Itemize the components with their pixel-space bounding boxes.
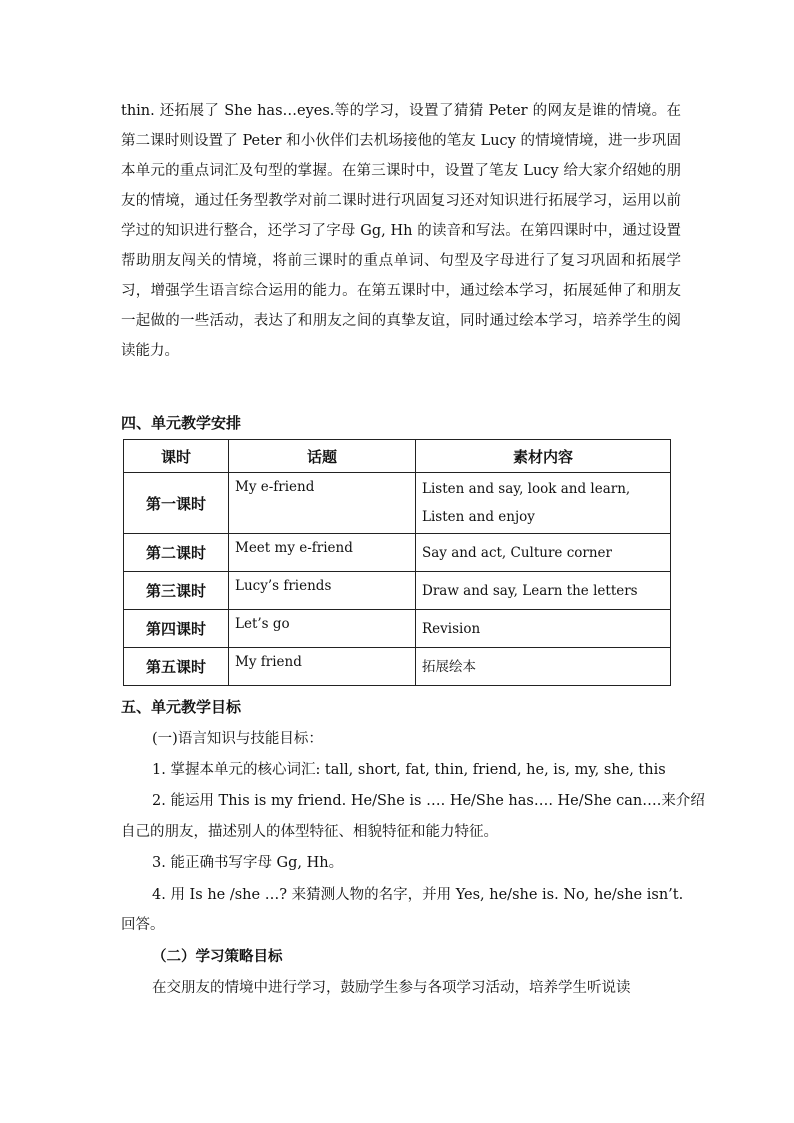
material-cell: 拓展绘本: [416, 648, 671, 686]
goal-item-4-cont: 回答。: [121, 917, 165, 933]
material-cell: [416, 473, 671, 534]
table-header-row: [124, 440, 671, 473]
table-row: [124, 534, 671, 572]
topic-cell: My friend: [229, 648, 416, 686]
lesson-cell: 第三课时: [124, 572, 229, 610]
lesson-cell: 第一课时: [124, 473, 229, 534]
unit-schedule-table: [123, 439, 671, 686]
goal-item-2: 2. 能运用 This is my friend. He/She is …. He/She has…. He/She can….来介绍: [152, 793, 705, 809]
strategy-text: 在交朋友的情境中进行学习，鼓励学生参与各项学习活动，培养学生听说读: [152, 980, 631, 996]
topic-cell: My e-friend: [229, 473, 416, 534]
table-row: [124, 572, 671, 610]
section-4-heading: 四、单元教学安排: [121, 414, 242, 432]
material-cell: Say and act, Culture corner: [416, 534, 671, 572]
topic-cell: Let’s go: [229, 610, 416, 648]
section-5-heading: 五、单元教学目标: [121, 698, 242, 716]
header-topic: 话题: [229, 440, 416, 473]
lesson-cell: 第五课时: [124, 648, 229, 686]
material-cell: Draw and say, Learn the letters: [416, 572, 671, 610]
topic-cell: Meet my e-friend: [229, 534, 416, 572]
table-row: [124, 610, 671, 648]
material-cell: Revision: [416, 610, 671, 648]
header-material: 素材内容: [416, 440, 671, 473]
lesson-cell: 第四课时: [124, 610, 229, 648]
table-row: [124, 648, 671, 686]
goal-subheading-strategy: （二）学习策略目标: [152, 949, 283, 965]
goal-item-1: 1. 掌握本单元的核心词汇: tall, short, fat, thin, friend, he, is, my, she, this: [152, 762, 666, 778]
intro-paragraph: thin. 还拓展了 She has…eyes.等的学习，设置了猜猜 Peter 的网友是谁的情境。在第二课时则设置了 Peter 和小伙伴们去机场接他的笔友 Lucy 的情境情境，进一步巩固本单元的重点词汇及句型的掌握。在第三课时中，设置了笔友 Lucy 给大家介绍她的朋友的情境，通过任务型教学对前二课时进行巩固复习还对知识进行拓展学习，运用以前学过的知识进行整合，还学习了字母 Gg, Hh 的读音和写法。在第四课时中，通过设置帮助朋友闯关的情境，将前三课时的重点单词、句型及字母进行了复习巩固和拓展学习，增强学生语言综合运用的能力。在第五课时中，通过绘本学习，拓展延伸了和朋友一起做的一些活动，表达了和朋友之间的真挚友谊，同时通过绘本学习，培养学生的阅读能力。: [121, 103, 681, 359]
topic-cell: Lucy’s friends: [229, 572, 416, 610]
lesson-cell: 第二课时: [124, 534, 229, 572]
goal-item-3: 3. 能正确书写字母 Gg, Hh。: [152, 855, 344, 871]
material-line: Listen and say, look and learn,: [422, 481, 631, 497]
goal-subheading-language: (一)语言知识与技能目标：: [152, 731, 323, 747]
goal-item-4: 4. 用 Is he /she …? 来猜测人物的名字，并用 Yes, he/she is. No, he/she isn’t.: [152, 887, 684, 903]
goal-item-2-cont: 自己的朋友，描述别人的体型特征、相貌特征和能力特征。: [121, 824, 498, 840]
header-lesson: 课时: [124, 440, 229, 473]
material-line: Listen and enjoy: [422, 509, 535, 525]
table-row: [124, 473, 671, 534]
